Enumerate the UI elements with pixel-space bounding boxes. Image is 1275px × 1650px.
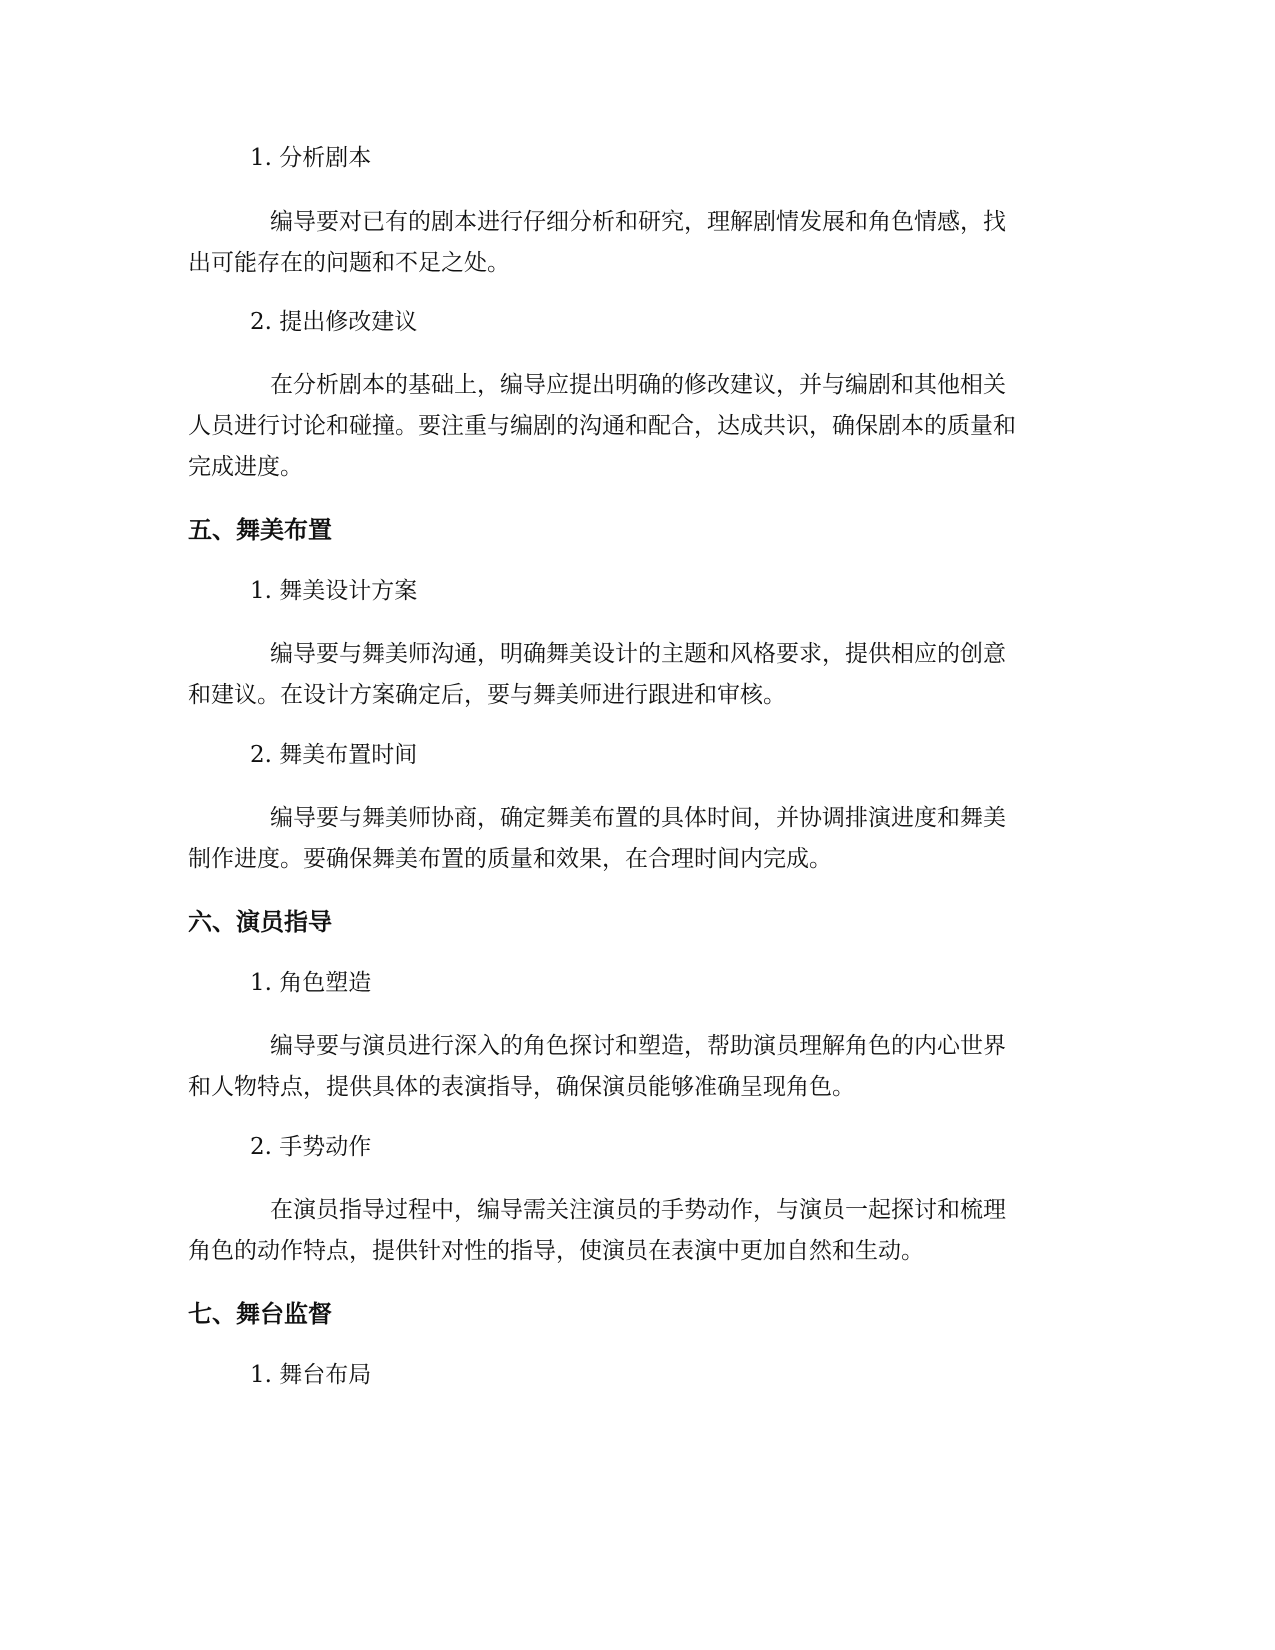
paragraph-line: 人员进行讨论和碰撞。要注重与编剧的沟通和配合，达成共识，确保剧本的质量和 (188, 413, 1016, 439)
paragraph-line: 完成进度。 (188, 454, 303, 480)
list-item-title: 1. 分析剧本 (250, 145, 372, 171)
paragraph-line: 和建议。在设计方案确定后，要与舞美师进行跟进和审核。 (188, 682, 786, 708)
list-item-title: 1. 舞美设计方案 (250, 578, 418, 604)
section-heading: 六、演员指导 (188, 908, 332, 936)
list-item-title: 2. 手势动作 (250, 1134, 372, 1160)
paragraph-line: 在分析剧本的基础上，编导应提出明确的修改建议，并与编剧和其他相关 (270, 372, 1006, 398)
paragraph-line: 编导要与演员进行深入的角色探讨和塑造，帮助演员理解角色的内心世界 (270, 1033, 1006, 1059)
paragraph-line: 出可能存在的问题和不足之处。 (188, 250, 510, 276)
paragraph-line: 编导要与舞美师沟通，明确舞美设计的主题和风格要求，提供相应的创意 (270, 641, 1006, 667)
paragraph-line: 编导要与舞美师协商，确定舞美布置的具体时间，并协调排演进度和舞美 (270, 805, 1006, 831)
paragraph-line: 和人物特点，提供具体的表演指导，确保演员能够准确呈现角色。 (188, 1074, 855, 1100)
paragraph-line: 角色的动作特点，提供针对性的指导，使演员在表演中更加自然和生动。 (188, 1238, 924, 1264)
section-heading: 五、舞美布置 (188, 516, 332, 544)
list-item-title: 1. 舞台布局 (250, 1362, 372, 1388)
paragraph-line: 制作进度。要确保舞美布置的质量和效果，在合理时间内完成。 (188, 846, 832, 872)
section-heading: 七、舞台监督 (188, 1300, 332, 1328)
paragraph-line: 在演员指导过程中，编导需关注演员的手势动作，与演员一起探讨和梳理 (270, 1197, 1006, 1223)
paragraph-line: 编导要对已有的剧本进行仔细分析和研究，理解剧情发展和角色情感，找 (270, 209, 1006, 235)
list-item-title: 2. 提出修改建议 (250, 309, 418, 335)
list-item-title: 2. 舞美布置时间 (250, 742, 418, 768)
list-item-title: 1. 角色塑造 (250, 970, 372, 996)
